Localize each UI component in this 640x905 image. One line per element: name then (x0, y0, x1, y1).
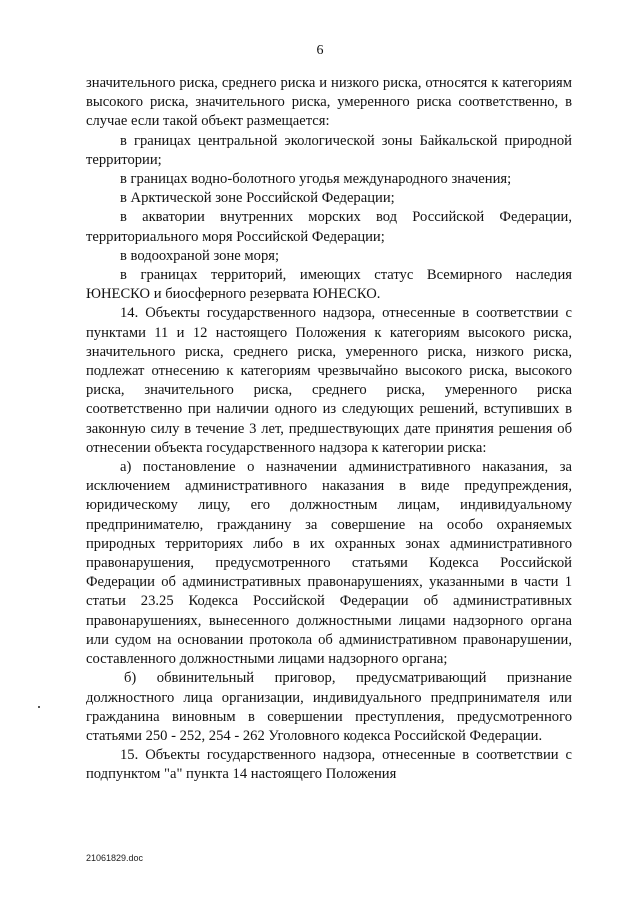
subparagraph-a: а) постановление о назначении административного наказания, за исключением административного наказания в виде предупреждения, юридическому лицу, его должностным лицам, индивидуальному предпринимателю, гражданину за совершение на особо охраняемых природных территориях либо в их охранных зонах административного правонарушения, предусмотренного статьями Кодекса Российской Федерации об административных правонарушениях, указанными в части 1 статьи 23.25 Кодекса Российской Федерации об административных правонарушениях, вынесенного должностными лицами надзорного органа или судом на основании протокола об административном правонарушении, составленного должностными лицами надзорного органа; (86, 459, 572, 668)
list-item-water-protection-zone: в водоохраной зоне моря; (120, 247, 280, 264)
footer-filename: 21061829.doc (86, 853, 144, 863)
list-item-unesco: в границах территорий, имеющих статус Всемирного наследия ЮНЕСКО и биосферного резервата ЮНЕСКО. (86, 267, 572, 303)
list-item-arctic-zone: в Арктической зоне Российской Федерации; (120, 190, 395, 207)
subparagraph-b: б) обвинительный приговор, предусматривающий признание должностного лица организации, индивидуального предпринимателя или гражданина виновным в совершении преступления, предусмотренного статьями 250 - 252, 254 - 262 Уголовного кодекса Российской Федерации. (86, 670, 572, 744)
paragraph-14: 14. Объекты государственного надзора, отнесенные в соответствии с пунктами 11 и 12 настоящего Положения к категориям высокого риска, значительного риска, среднего риска, умеренного риска, низкого риска, подлежат отнесению к категориям чрезвычайно высокого риска, высокого риска, значительного риска, среднего риска, умеренного риска соответственно при наличии одного из следующих решений, вступивших в законную силу в течение 3 лет, предшествующих дате принятия решения об отнесении объекта государственного надзора к категории риска: (86, 305, 572, 456)
page-number: 6 (316, 43, 324, 58)
document-body (86, 74, 572, 785)
paragraph-continuation: значительного риска, среднего риска и низкого риска, относятся к категориям высокого риска, значительного риска, умеренного риска соответственно, в случае если такой объект размещается: (86, 75, 572, 130)
margin-mark (38, 706, 40, 708)
list-item-internal-waters: в акватории внутренних морских вод Российской Федерации, территориального моря Российской Федерации; (86, 209, 572, 245)
paragraph-15: 15. Объекты государственного надзора, отнесенные в соответствии с подпунктом "а" пункта 14 настоящего Положения (86, 747, 572, 783)
list-item-baikal-zone: в границах центральной экологической зоны Байкальской природной территории; (86, 132, 572, 168)
list-item-wetland: в границах водно-болотного угодья международного значения; (120, 171, 512, 188)
